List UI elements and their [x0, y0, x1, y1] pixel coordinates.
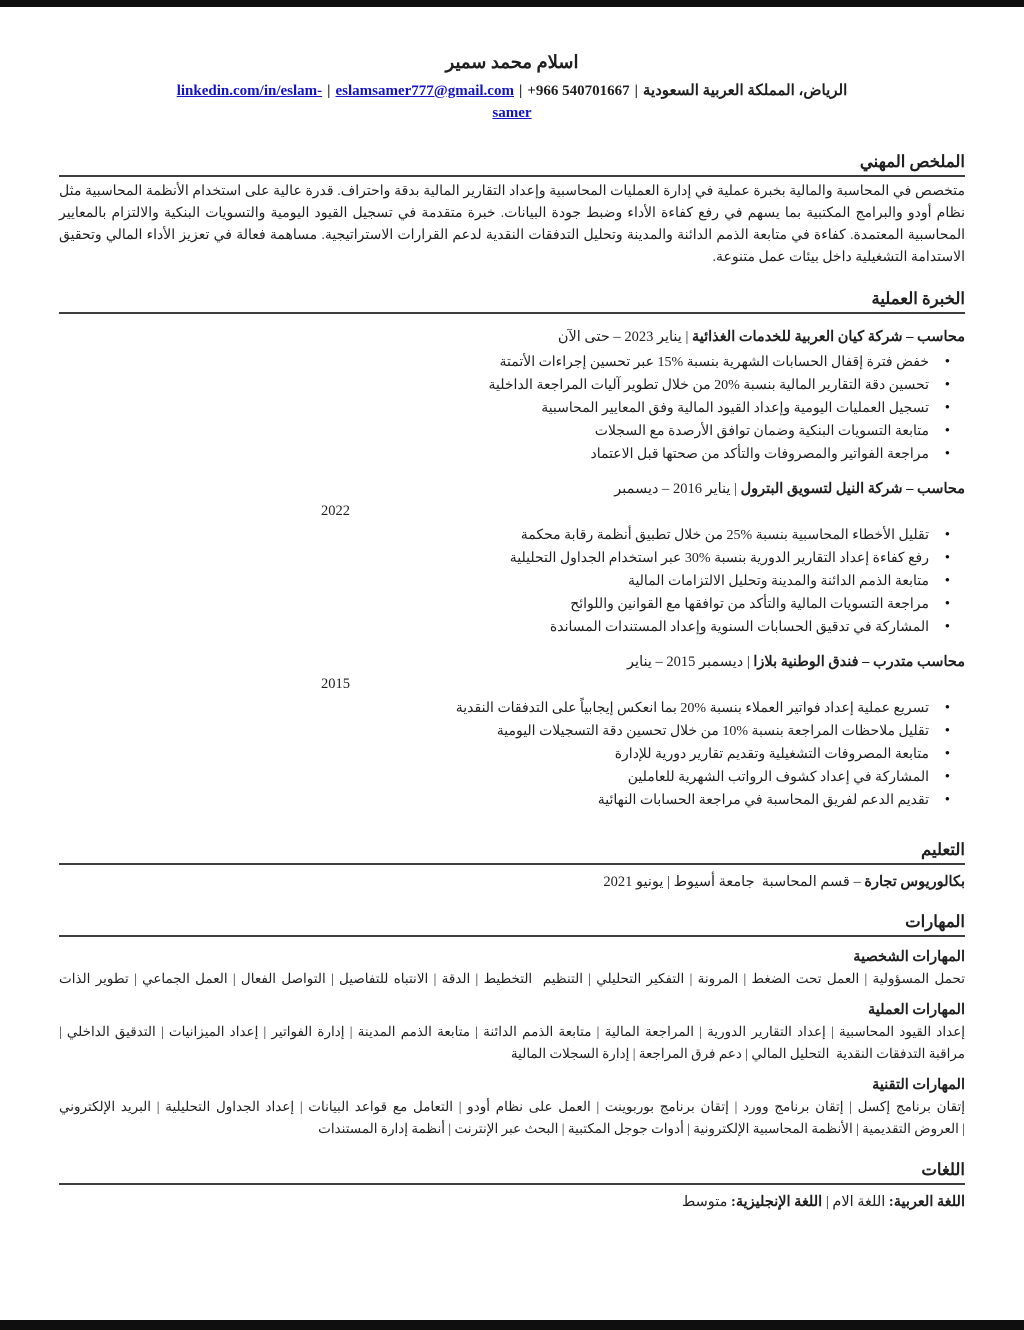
job-header — [59, 478, 965, 501]
job-separator: | — [685, 329, 689, 345]
section-experience — [59, 287, 965, 812]
job-title-company: محاسب – شركة النيل لتسويق البترول — [740, 481, 965, 497]
arabic-language-level: اللغة الام — [832, 1194, 886, 1210]
english-language-label: اللغة الإنجليزية: — [731, 1194, 823, 1210]
section-summary — [59, 150, 965, 269]
bullet-item: • تسجيل العمليات اليومية وإعداد القيود المالية وفق المعايير المحاسبية — [59, 397, 965, 420]
section-education — [59, 838, 965, 894]
bullet-item: • تسريع عملية إعداد فواتير العملاء بنسبة %20 بما انعكس إيجابياً على التدفقات النقدية — [59, 697, 965, 720]
job-title-company: محاسب – شركة كيان العربية للخدمات الغذائية — [691, 329, 965, 345]
contact-separator: | — [518, 83, 523, 99]
job-bullets — [59, 524, 965, 639]
practical-skills-line-2: مراقبة التدفقات النقدية التحليل المالي | دعم فرق المراجعة | إدارة السجلات المالية — [510, 1046, 965, 1061]
job-block-1 — [59, 326, 965, 466]
bullet-item: • المشاركة في تدقيق الحسابات السنوية وإعداد المستندات المساندة — [59, 616, 965, 639]
section-languages — [59, 1158, 965, 1214]
personal-skills-line: تحمل المسؤولية | العمل تحت الضغط | المرونة | التفكير التحليلي | التنظيم التخطيط | الدقة | الانتباه للتفاصيل | التواصل الفعال | العمل الجماعي | تطوير الذات — [59, 971, 965, 986]
education-section-title: التعليم — [59, 838, 965, 865]
job-dates: يناير 2023 – حتى الآن — [557, 329, 682, 345]
job-header — [59, 326, 965, 349]
technical-skills-subtitle: المهارات التقنية — [872, 1077, 965, 1093]
job-block-3 — [59, 651, 965, 812]
job-block-2 — [59, 478, 965, 639]
practical-skills-line-1: إعداد القيود المحاسبية | إعداد التقارير الدورية | المراجعة المالية | متابعة الذمم الدائنة | متابعة الذمم المدينة | إدارة الفواتير | إعداد الميزانيات | التدقيق الداخلي | — [59, 1024, 965, 1039]
bullet-item: • متابعة الذمم الدائنة والمدينة وتحليل الالتزامات المالية — [59, 570, 965, 593]
bullet-item: • تقليل الأخطاء المحاسبية بنسبة %25 من خلال تطبيق أنظمة رقابة محكمة — [59, 524, 965, 547]
bullet-item: • مراجعة الفواتير والمصروفات والتأكد من صحتها قبل الاعتماد — [59, 443, 965, 466]
bullet-item: • متابعة المصروفات التشغيلية وتقديم تقارير دورية للإدارة — [59, 743, 965, 766]
job-separator: | — [734, 481, 737, 497]
bullet-item: • تقديم الدعم لفريق المحاسبة في مراجعة الحسابات النهائية — [59, 789, 965, 812]
arabic-language-label: اللغة العربية: — [888, 1194, 965, 1210]
bullet-item: • متابعة التسويات البنكية وضمان توافق الأرصدة مع السجلات — [59, 420, 965, 443]
job-separator: | — [746, 654, 750, 670]
email-link[interactable]: eslamsamer777@gmail.com — [335, 83, 514, 99]
bullet-item: • مراجعة التسويات المالية والتأكد من توافقها مع القوانين واللوائح — [59, 593, 965, 616]
bullet-item: • المشاركة في إعداد كشوف الرواتب الشهرية للعاملين — [59, 766, 965, 789]
job-dates: يناير 2016 – ديسمبر — [614, 481, 731, 497]
technical-skills-line-2: | العروض التقديمية | الأنظمة المحاسبية الإلكترونية | أدوات جوجل المكتبية | البحث عبر الإنترنت | أنظمة إدارة المستندات — [318, 1121, 965, 1136]
contact-separator: | — [634, 83, 638, 99]
bullet-item: • تحسين دقة التقارير المالية بنسبة %20 من خلال تطوير آليات المراجعة الداخلية — [59, 374, 965, 397]
linkedin-wrap-line — [59, 102, 965, 124]
job-bullets — [59, 697, 965, 812]
bullet-item: • رفع كفاءة إعداد التقارير الدورية بنسبة %30 عبر استخدام الجداول التحليلية — [59, 547, 965, 570]
job-dates: ديسمبر 2015 – يناير — [627, 654, 744, 670]
summary-section-title: الملخص المهني — [59, 150, 965, 177]
summary-text: متخصص في المحاسبة والمالية بخبرة عملية في إدارة العمليات المحاسبية وإعداد التقارير المالية بدقة واحتراف. قدرة عالية على استخدام الأنظمة المحاسبية مثل نظام أودو والبرامج المكتبية بما يسهم في رفع كفاءة الأداء وضبط جودة البيانات. خبرة متقدمة في تسجيل القيود اليومية والتسويات البنكية والالتزام بالمعايير المحاسبية المعتمدة. كفاءة في متابعة الذمم الدائنة والمدينة وتحليل التدفقات النقدية لدعم القرارات الاستراتيجية. مساهمة فعالة في تعزيز الأداء المالي وتحقيق الاستدامة التشغيلية داخل بيئات عمل متنوعة. — [59, 184, 965, 265]
languages-line — [59, 1191, 965, 1214]
photo-top-edge — [0, 0, 1024, 7]
phone-number: +966 540701667 — [527, 83, 630, 99]
linkedin-link[interactable]: linkedin.com/in/eslam- — [176, 83, 323, 99]
technical-skills-line-1: إتقان برنامج إكسل | إتقان برنامج وورد | إتقان برنامج بوربوينت | العمل على نظام أودو | التعامل مع قواعد البيانات | إعداد الجداول التحليلية | البريد الإلكتروني — [59, 1099, 965, 1114]
experience-section-title: الخبرة العملية — [59, 287, 965, 314]
contact-line — [59, 80, 965, 102]
bullet-item: • خفض فترة إقفال الحسابات الشهرية بنسبة %15 عبر تحسين إجراءات الأتمتة — [59, 351, 965, 374]
languages-section-title: اللغات — [59, 1158, 965, 1185]
english-language-level: متوسط — [681, 1194, 728, 1210]
job-dates-wrapped-year: 2015 — [321, 676, 350, 692]
candidate-name: اسلام محمد سمير — [445, 52, 579, 72]
linkedin-link-continuation[interactable]: samer — [492, 105, 532, 121]
photo-bottom-edge — [0, 1320, 1024, 1330]
section-skills — [59, 910, 965, 1140]
bullet-item: • تقليل ملاحظات المراجعة بنسبة %10 من خلال تحسين دقة التسجيلات اليومية — [59, 720, 965, 743]
education-line — [59, 871, 965, 894]
degree-name: بكالوريوس تجارة — [864, 874, 965, 890]
contact-separator: | — [327, 83, 331, 99]
resume-page — [59, 7, 965, 1214]
location-text: الرياض، المملكة العربية السعودية — [642, 83, 848, 99]
job-header — [59, 651, 965, 674]
degree-details: – قسم المحاسبة جامعة أسيوط | يونيو 2021 — [603, 874, 861, 890]
job-dates-wrapped-year: 2022 — [321, 503, 350, 519]
personal-skills-subtitle: المهارات الشخصية — [853, 949, 965, 965]
languages-separator: | — [825, 1194, 829, 1210]
practical-skills-subtitle: المهارات العملية — [867, 1002, 965, 1018]
skills-section-title: المهارات — [59, 910, 965, 937]
job-title-company: محاسب متدرب – فندق الوطنية بلازا — [753, 654, 965, 670]
job-bullets — [59, 351, 965, 466]
